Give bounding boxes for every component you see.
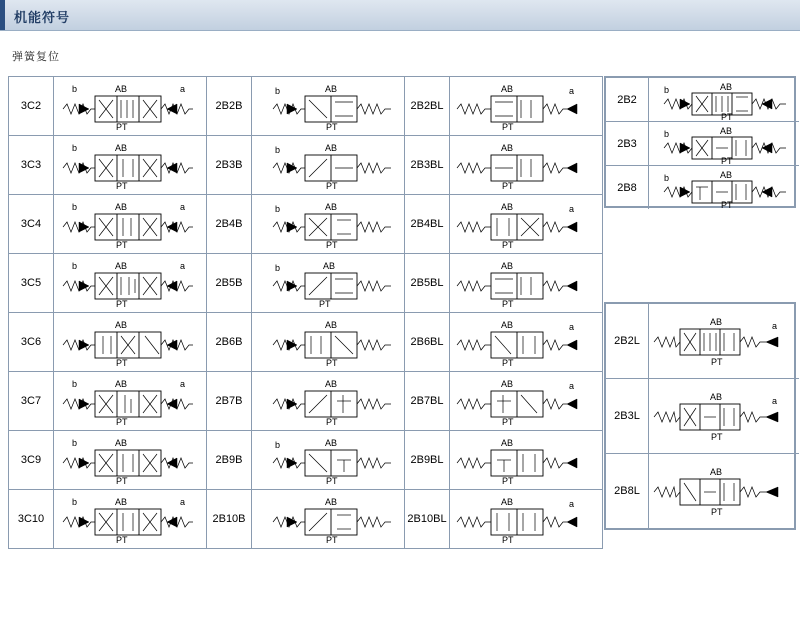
- svg-text:PT: PT: [711, 432, 723, 442]
- svg-text:PT: PT: [721, 199, 733, 209]
- svg-text:PT: PT: [116, 535, 128, 545]
- svg-text:PT: PT: [116, 476, 128, 486]
- header-accent-bar: [0, 0, 5, 30]
- svg-text:b: b: [72, 438, 78, 448]
- table-row: [9, 77, 603, 136]
- svg-text:AB: AB: [325, 497, 338, 507]
- symbol-2b3l: [649, 379, 800, 454]
- svg-text:PT: PT: [502, 240, 514, 250]
- hydraulic-symbol-icon: [451, 434, 601, 486]
- row-code-2b8l: 2B8L: [606, 454, 649, 529]
- hydraulic-symbol-icon: [451, 375, 601, 427]
- symbol-3c10: [54, 490, 207, 549]
- svg-text:b: b: [72, 497, 78, 507]
- table-row: [9, 372, 603, 431]
- symbol-table: [8, 76, 603, 549]
- table-row: [606, 379, 799, 454]
- hydraulic-symbol-icon: [55, 375, 205, 427]
- svg-text:PT: PT: [326, 240, 338, 250]
- svg-text:PT: PT: [721, 111, 733, 121]
- hydraulic-symbol-icon: [253, 80, 403, 132]
- side-table-bottom-grid: [606, 304, 799, 528]
- svg-text:b: b: [72, 143, 78, 153]
- symbol-2b7b: [252, 372, 405, 431]
- svg-text:PT: PT: [116, 240, 128, 250]
- svg-text:PT: PT: [502, 299, 514, 309]
- hydraulic-symbol-icon: [253, 198, 403, 250]
- svg-text:a: a: [569, 322, 575, 332]
- svg-text:a: a: [772, 396, 778, 406]
- symbol-2b4bl: [450, 195, 603, 254]
- svg-text:PT: PT: [721, 155, 733, 165]
- row-code-2b5bl: 2B5BL: [405, 254, 450, 313]
- symbol-2b8: [649, 166, 800, 210]
- hydraulic-symbol-icon: [55, 316, 205, 368]
- symbol-2b5bl: [450, 254, 603, 313]
- svg-text:PT: PT: [502, 417, 514, 427]
- row-code-2b2: 2B2: [606, 78, 649, 122]
- row-code-2b4b: 2B4B: [207, 195, 252, 254]
- row-code-2b7b: 2B7B: [207, 372, 252, 431]
- svg-text:PT: PT: [711, 507, 723, 517]
- hydraulic-symbol-icon: [650, 167, 798, 209]
- table-row: [606, 166, 799, 210]
- symbol-table-body: [9, 77, 603, 549]
- symbol-2b9bl: [450, 431, 603, 490]
- svg-text:AB: AB: [501, 438, 514, 448]
- svg-text:AB: AB: [323, 261, 336, 271]
- svg-text:a: a: [569, 499, 575, 509]
- svg-text:AB: AB: [325, 143, 338, 153]
- symbol-2b3bl: [450, 136, 603, 195]
- symbol-3c9: [54, 431, 207, 490]
- svg-text:PT: PT: [116, 181, 128, 191]
- svg-text:AB: AB: [720, 169, 733, 180]
- row-code-3c5: 3C5: [9, 254, 54, 313]
- row-code-3c7: 3C7: [9, 372, 54, 431]
- table-row: [9, 313, 603, 372]
- hydraulic-symbol-icon: [55, 198, 205, 250]
- svg-text:PT: PT: [116, 358, 128, 368]
- svg-text:a: a: [180, 84, 186, 94]
- row-code-2b3bl: 2B3BL: [405, 136, 450, 195]
- hydraulic-symbol-icon: [451, 80, 601, 132]
- row-code-2b10b: 2B10B: [207, 490, 252, 549]
- svg-text:PT: PT: [116, 417, 128, 427]
- svg-text:PT: PT: [502, 181, 514, 191]
- hydraulic-symbol-icon: [650, 386, 798, 446]
- svg-text:AB: AB: [720, 125, 733, 136]
- hydraulic-symbol-icon: [55, 434, 205, 486]
- row-code-2b7bl: 2B7BL: [405, 372, 450, 431]
- svg-text:a: a: [569, 86, 575, 96]
- row-code-2b8: 2B8: [606, 166, 649, 210]
- hydraulic-symbol-icon: [253, 139, 403, 191]
- hydraulic-symbol-icon: [55, 139, 205, 191]
- svg-text:AB: AB: [710, 317, 723, 327]
- symbol-3c2: [54, 77, 207, 136]
- svg-text:b: b: [275, 86, 281, 96]
- svg-text:b: b: [275, 263, 281, 273]
- svg-text:b: b: [275, 440, 281, 450]
- svg-text:PT: PT: [502, 122, 514, 132]
- row-code-2b6bl: 2B6BL: [405, 313, 450, 372]
- row-code-3c3: 3C3: [9, 136, 54, 195]
- page-title: 机能符号: [14, 10, 71, 25]
- symbol-2b4b: [252, 195, 405, 254]
- svg-text:a: a: [180, 202, 186, 212]
- row-code-3c4: 3C4: [9, 195, 54, 254]
- svg-text:PT: PT: [326, 535, 338, 545]
- svg-text:a: a: [569, 381, 575, 391]
- side-table-top: [604, 76, 796, 208]
- header-banner: [0, 0, 800, 31]
- svg-text:AB: AB: [720, 81, 733, 92]
- symbol-2b2l: [649, 304, 800, 379]
- svg-text:PT: PT: [326, 122, 338, 132]
- svg-text:AB: AB: [115, 84, 128, 94]
- symbol-2b10bl: [450, 490, 603, 549]
- svg-text:PT: PT: [502, 535, 514, 545]
- table-row: [9, 254, 603, 313]
- svg-text:AB: AB: [501, 84, 514, 94]
- svg-text:a: a: [569, 204, 575, 214]
- svg-text:AB: AB: [501, 497, 514, 507]
- svg-text:PT: PT: [326, 181, 338, 191]
- hydraulic-symbol-icon: [55, 257, 205, 309]
- svg-text:PT: PT: [502, 358, 514, 368]
- symbol-2b2b: [252, 77, 405, 136]
- symbol-3c5: [54, 254, 207, 313]
- svg-text:AB: AB: [115, 143, 128, 153]
- svg-text:PT: PT: [326, 476, 338, 486]
- row-code-2b3: 2B3: [606, 122, 649, 166]
- svg-text:AB: AB: [710, 467, 723, 477]
- svg-text:AB: AB: [325, 84, 338, 94]
- svg-text:AB: AB: [325, 202, 338, 212]
- svg-text:AB: AB: [501, 261, 514, 271]
- row-code-2b6b: 2B6B: [207, 313, 252, 372]
- row-code-2b9b: 2B9B: [207, 431, 252, 490]
- hydraulic-symbol-icon: [451, 139, 601, 191]
- svg-text:AB: AB: [115, 497, 128, 507]
- table-row: [606, 122, 799, 166]
- svg-text:b: b: [72, 84, 78, 94]
- hydraulic-symbol-icon: [451, 257, 601, 309]
- symbol-2b3: [649, 122, 800, 166]
- table-row: [9, 431, 603, 490]
- svg-text:AB: AB: [115, 379, 128, 389]
- svg-text:AB: AB: [710, 392, 723, 402]
- row-code-2b2l: 2B2L: [606, 304, 649, 379]
- svg-text:AB: AB: [325, 320, 338, 330]
- svg-text:AB: AB: [501, 320, 514, 330]
- svg-text:b: b: [72, 202, 78, 212]
- svg-text:AB: AB: [325, 379, 338, 389]
- table-row: [9, 195, 603, 254]
- svg-text:PT: PT: [319, 299, 331, 309]
- symbol-2b2bl: [450, 77, 603, 136]
- symbol-2b6b: [252, 313, 405, 372]
- hydraulic-symbol-icon: [253, 493, 403, 545]
- svg-text:PT: PT: [711, 357, 723, 367]
- svg-text:AB: AB: [501, 379, 514, 389]
- row-code-3c6: 3C6: [9, 313, 54, 372]
- row-code-2b2b: 2B2B: [207, 77, 252, 136]
- svg-text:a: a: [180, 379, 186, 389]
- hydraulic-symbol-icon: [650, 461, 798, 521]
- svg-text:PT: PT: [116, 122, 128, 132]
- svg-text:b: b: [664, 84, 670, 95]
- svg-text:b: b: [275, 204, 281, 214]
- svg-text:a: a: [180, 261, 186, 271]
- side-table-bottom: [604, 302, 796, 530]
- svg-text:AB: AB: [501, 202, 514, 212]
- hydraulic-symbol-icon: [55, 80, 205, 132]
- hydraulic-symbol-icon: [650, 311, 798, 371]
- symbol-3c4: [54, 195, 207, 254]
- svg-text:PT: PT: [116, 299, 128, 309]
- hydraulic-symbol-icon: [55, 493, 205, 545]
- row-code-3c10: 3C10: [9, 490, 54, 549]
- svg-text:AB: AB: [501, 143, 514, 153]
- symbol-2b8l: [649, 454, 800, 529]
- svg-text:PT: PT: [502, 476, 514, 486]
- svg-text:PT: PT: [326, 417, 338, 427]
- svg-text:b: b: [664, 128, 670, 139]
- symbol-3c3: [54, 136, 207, 195]
- svg-text:AB: AB: [115, 320, 128, 330]
- table-row: [606, 78, 799, 122]
- svg-text:a: a: [772, 321, 778, 331]
- hydraulic-symbol-icon: [253, 257, 403, 309]
- symbol-2b5b: [252, 254, 405, 313]
- hydraulic-symbol-icon: [451, 493, 601, 545]
- svg-text:b: b: [72, 261, 78, 271]
- svg-text:b: b: [72, 379, 78, 389]
- table-row: [606, 454, 799, 529]
- side-table-top-grid: [606, 78, 799, 209]
- svg-text:b: b: [664, 172, 670, 183]
- hydraulic-symbol-icon: [451, 198, 601, 250]
- table-row: [9, 490, 603, 549]
- row-code-2b9bl: 2B9BL: [405, 431, 450, 490]
- hydraulic-symbol-icon: [451, 316, 601, 368]
- symbol-2b10b: [252, 490, 405, 549]
- svg-text:AB: AB: [115, 438, 128, 448]
- symbol-2b9b: [252, 431, 405, 490]
- hydraulic-symbol-icon: [253, 316, 403, 368]
- symbol-2b6bl: [450, 313, 603, 372]
- row-code-3c9: 3C9: [9, 431, 54, 490]
- svg-text:PT: PT: [326, 358, 338, 368]
- table-row: [9, 136, 603, 195]
- row-code-2b4bl: 2B4BL: [405, 195, 450, 254]
- symbol-3c6: [54, 313, 207, 372]
- row-code-2b3b: 2B3B: [207, 136, 252, 195]
- hydraulic-symbol-icon: [650, 123, 798, 165]
- hydraulic-symbol-icon: [253, 434, 403, 486]
- hydraulic-symbol-icon: [650, 79, 798, 121]
- row-code-2b2bl: 2B2BL: [405, 77, 450, 136]
- symbol-2b3b: [252, 136, 405, 195]
- symbol-3c7: [54, 372, 207, 431]
- symbol-2b2: [649, 78, 800, 122]
- section-subtitle: 弹簧复位: [12, 51, 60, 63]
- svg-text:AB: AB: [325, 438, 338, 448]
- row-code-2b3l: 2B3L: [606, 379, 649, 454]
- row-code-2b5b: 2B5B: [207, 254, 252, 313]
- symbol-2b7bl: [450, 372, 603, 431]
- svg-text:AB: AB: [115, 261, 128, 271]
- svg-text:b: b: [275, 145, 281, 155]
- table-row: [606, 304, 799, 379]
- svg-text:AB: AB: [115, 202, 128, 212]
- hydraulic-symbol-icon: [253, 375, 403, 427]
- row-code-2b10bl: 2B10BL: [405, 490, 450, 549]
- row-code-3c2: 3C2: [9, 77, 54, 136]
- svg-text:a: a: [180, 497, 186, 507]
